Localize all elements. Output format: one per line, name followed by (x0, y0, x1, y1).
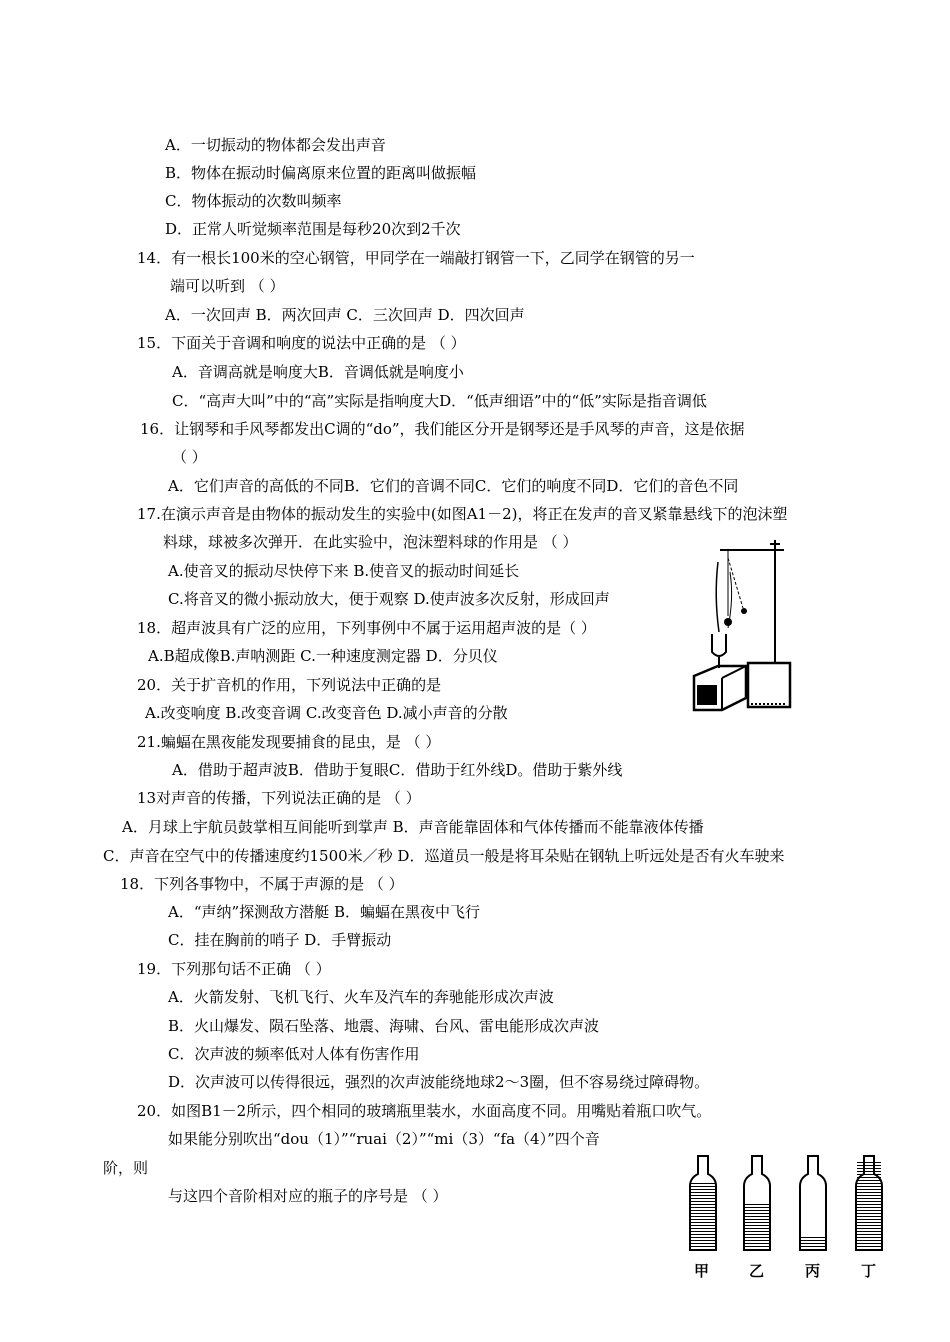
question-18b-options-cd: C．挂在胸前的哨子 D．手臂振动 (168, 931, 392, 949)
question-17: 17.在演示声音是由物体的振动发生的实验中(如图A1－2)，将正在发声的音叉紧靠悬线下的泡沫塑 (137, 505, 788, 523)
question-13-options-ab: A．月球上宇航员鼓掌相互间能听到掌声 B．声音能靠固体和气体传播而不能靠液体传播 (122, 818, 704, 836)
question-17-options-ab: A.使音叉的振动尽快停下来 B.使音叉的振动时间延长 (168, 562, 520, 580)
bottle-yi (744, 1156, 770, 1250)
question-19-option-a: A．火箭发射、飞机飞行、火车及汽车的奔驰能形成次声波 (168, 988, 554, 1006)
bottle-label-yi: 乙 (749, 1262, 765, 1280)
question-13-options-cd: C．声音在空气中的传播速度约1500米／秒 D．巡道员一般是将耳朵贴在钢轨上听远处是否有火车驶来 (103, 847, 785, 865)
question-15-options-cd: C．“高声大叫”中的“高”实际是指响度大D．“低声细语”中的“低”实际是指音调低 (172, 392, 707, 410)
question-19-option-c: C．次声波的频率低对人体有伤害作用 (168, 1045, 420, 1063)
question-19-option-d: D．次声波可以传得很远，强烈的次声波能绕地球2～3圈，但不容易绕过障碍物。 (168, 1073, 710, 1091)
bottles-figure (680, 1152, 900, 1282)
bottle-label-bing: 丙 (805, 1262, 821, 1280)
bottle-label-ding: 丁 (861, 1262, 877, 1280)
question-16-options: A．它们声音的高低的不同B．它们的音调不同C．它们的响度不同D．它们的音色不同 (168, 477, 739, 495)
question-18a-options: A.B超成像B.声呐测距 C.一种速度测定器 D．分贝仪 (148, 647, 498, 665)
question-20b-cont: 如果能分别吹出“dou（1）”“ruai（2）”“mi（3）“fa（4）”四个音 (168, 1130, 600, 1148)
bottle-bing (800, 1156, 826, 1250)
question-18b-options-ab: A．“声纳”探测敌方潜艇 B．蝙蝠在黑夜中飞行 (168, 903, 480, 921)
question-18b: 18．下列各事物中，不属于声源的是 （ ） (120, 875, 404, 893)
question-20b-cont3: 与这四个音阶相对应的瓶子的序号是 （ ） (168, 1187, 448, 1205)
question-19-option-b: B．火山爆发、陨石坠落、地震、海啸、台风、雷电能形成次声波 (168, 1017, 600, 1035)
bottle-jia (690, 1156, 716, 1250)
bottle-ding (856, 1156, 882, 1250)
option-13d: D．正常人听觉频率范围是每秒20次到2千次 (165, 220, 461, 238)
question-20a-options: A.改变响度 B.改变音调 C.改变音色 D.减小声音的分散 (145, 704, 508, 722)
question-17-options-cd: C.将音叉的微小振动放大，便于观察 D.使声波多次反射，形成回声 (168, 590, 610, 608)
option-13b: B．物体在振动时偏离原来位置的距离叫做振幅 (165, 164, 477, 182)
option-13a: A．一切振动的物体都会发出声音 (165, 136, 386, 154)
question-20a: 20．关于扩音机的作用，下列说法中正确的是 (137, 676, 442, 694)
question-14-options: A．一次回声 B．两次回声 C．三次回声 D．四次回声 (165, 306, 525, 324)
question-15-options-ab: A．音调高就是响度大B．音调低就是响度小 (172, 363, 464, 381)
bottle-label-jia: 甲 (694, 1262, 710, 1280)
question-15: 15．下面关于音调和响度的说法中正确的是 （ ） (137, 334, 466, 352)
question-19: 19．下列那句话不正确 （ ） (137, 960, 331, 978)
question-14-cont: 端可以听到 （ ） (170, 277, 285, 295)
question-17-cont: 料球，球被多次弹开．在此实验中，泡沫塑料球的作用是 （ ） (163, 533, 578, 551)
question-20b: 20．如图B1－2所示，四个相同的玻璃瓶里装水，水面高度不同。用嘴贴着瓶口吹气。 (137, 1102, 712, 1120)
question-18a: 18．超声波具有广泛的应用，下列事例中不属于运用超声波的是（ ） (137, 619, 596, 637)
question-13: 13对声音的传播，下列说法正确的是 （ ） (137, 789, 421, 807)
question-16: 16．让钢琴和手风琴都发出C调的“do”，我们能区分开是钢琴还是手风琴的声音，这是依据 (140, 420, 745, 438)
option-13c: C．物体振动的次数叫频率 (165, 192, 342, 210)
question-21: 21.蝙蝠在黑夜能发现要捕食的昆虫，是 （ ） (137, 733, 441, 751)
question-20b-cont2: 阶，则 (103, 1159, 149, 1177)
question-21-options: A．借助于超声波B．借助于复眼C．借助于红外线D。借助于紫外线 (172, 761, 623, 779)
question-14: 14．有一根长100米的空心钢管，甲同学在一端敲打钢管一下，乙同学在钢管的另一 (137, 249, 695, 267)
tuning-fork-figure (688, 536, 800, 712)
question-16-bracket: （ ） (172, 448, 207, 466)
